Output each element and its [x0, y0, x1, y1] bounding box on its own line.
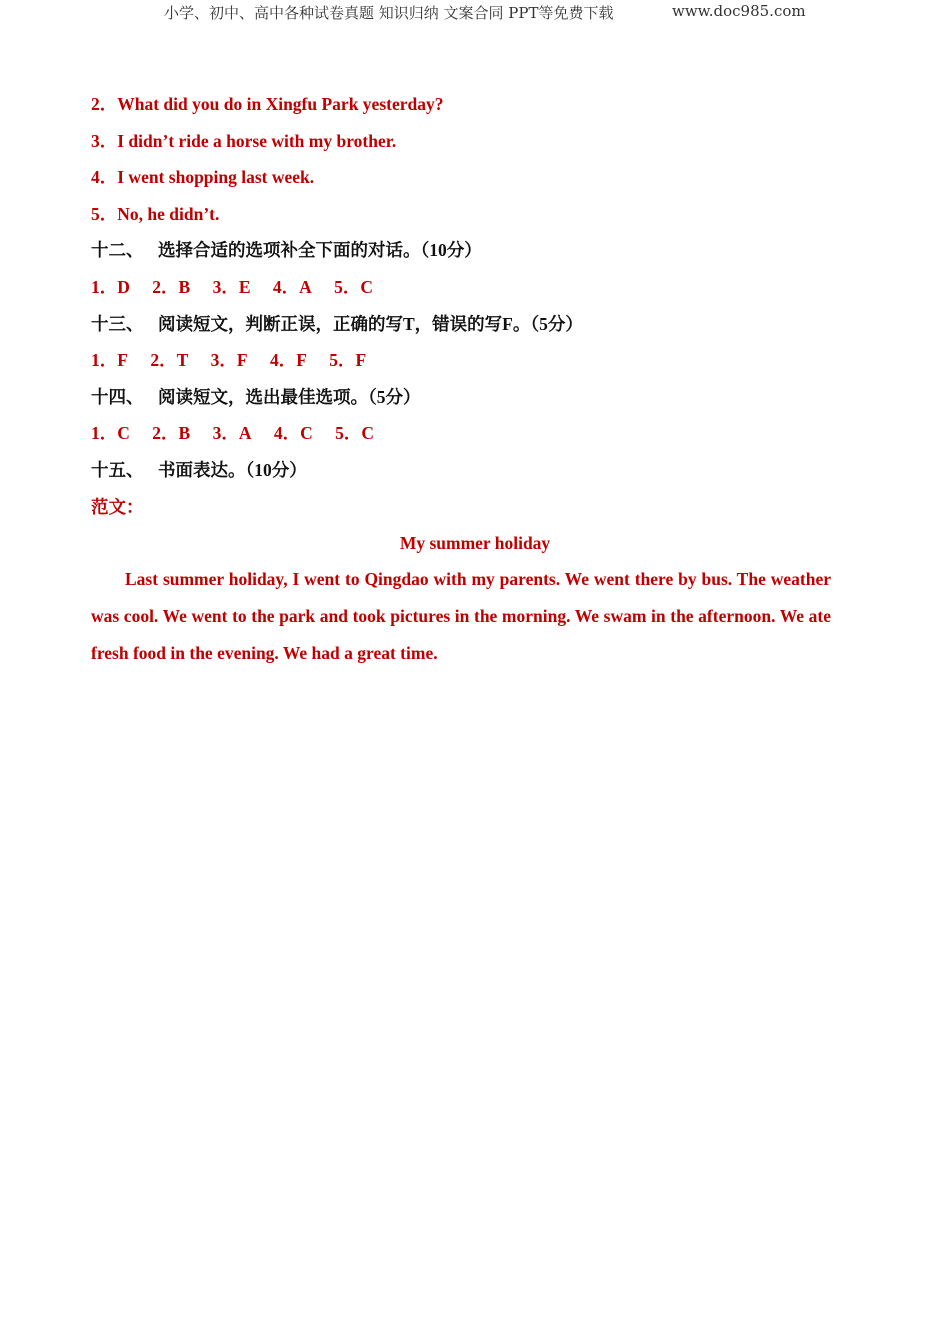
answer: 5．C: [334, 276, 374, 297]
answers-14: [91, 420, 861, 457]
section-heading: 书面表达。（10分）: [158, 459, 307, 480]
section-heading: 阅读短文，选出最佳选项。（5分）: [158, 386, 421, 407]
section-heading: 选择合适的选项补全下面的对话。（10分）: [158, 240, 482, 261]
section-number: 十二、: [91, 240, 144, 261]
answer-key: [91, 91, 861, 672]
sample-essay-label: 范文：: [91, 496, 144, 517]
answer: 3．A: [212, 423, 252, 444]
answer: 2．T: [150, 350, 189, 371]
answer: 3．F: [210, 350, 248, 371]
answer: 1．F: [91, 350, 128, 371]
answer: 2．B: [152, 276, 191, 297]
answer: 3．E: [212, 276, 251, 297]
page-header: [0, 0, 950, 24]
essay-body: Last summer holiday, I went to Qingdao with my parents. We went there by bus. The weather was cool. We went to the park and took pictures in the morning. We swam in the afternoon. We ate fresh food in the evening. We had a great time.: [91, 568, 831, 663]
answer: 1．D: [91, 276, 130, 297]
header-text: 小学、初中、高中各种试卷真题 知识归纳 文案合同 PPT等免费下载: [164, 4, 614, 22]
answer: 4．C: [273, 423, 313, 444]
answer: 2．B: [152, 423, 191, 444]
answer: 4．F: [269, 350, 307, 371]
answer: 4．A: [272, 276, 312, 297]
answer: 5．C: [335, 423, 374, 444]
section-number: 十四、: [91, 386, 144, 407]
answer-item: 4．I went shopping last week.: [91, 167, 315, 188]
section-heading: 阅读短文，判断正误，正确的写T，错误的写F。（5分）: [158, 313, 583, 334]
answer: 5．F: [329, 350, 367, 371]
answer-item: 2．What did you do in Xingfu Park yesterday?: [91, 94, 444, 114]
answer-item: 5．No, he didn’t.: [91, 203, 220, 224]
section-title-14: [91, 384, 861, 421]
answers-12: [91, 274, 861, 311]
section-title-15: [91, 457, 861, 494]
section-title-13: [91, 311, 861, 348]
section-number: 十三、: [91, 313, 144, 334]
answer-item: 3．I didn’t ride a horse with my brother.: [91, 130, 397, 151]
answers-13: [91, 347, 861, 384]
section-title-12: [91, 237, 861, 274]
section-number: 十五、: [91, 459, 144, 480]
essay-title: My summer holiday: [399, 533, 551, 554]
header-website: www.doc985.com: [672, 2, 806, 20]
answer: 1．C: [91, 423, 130, 444]
